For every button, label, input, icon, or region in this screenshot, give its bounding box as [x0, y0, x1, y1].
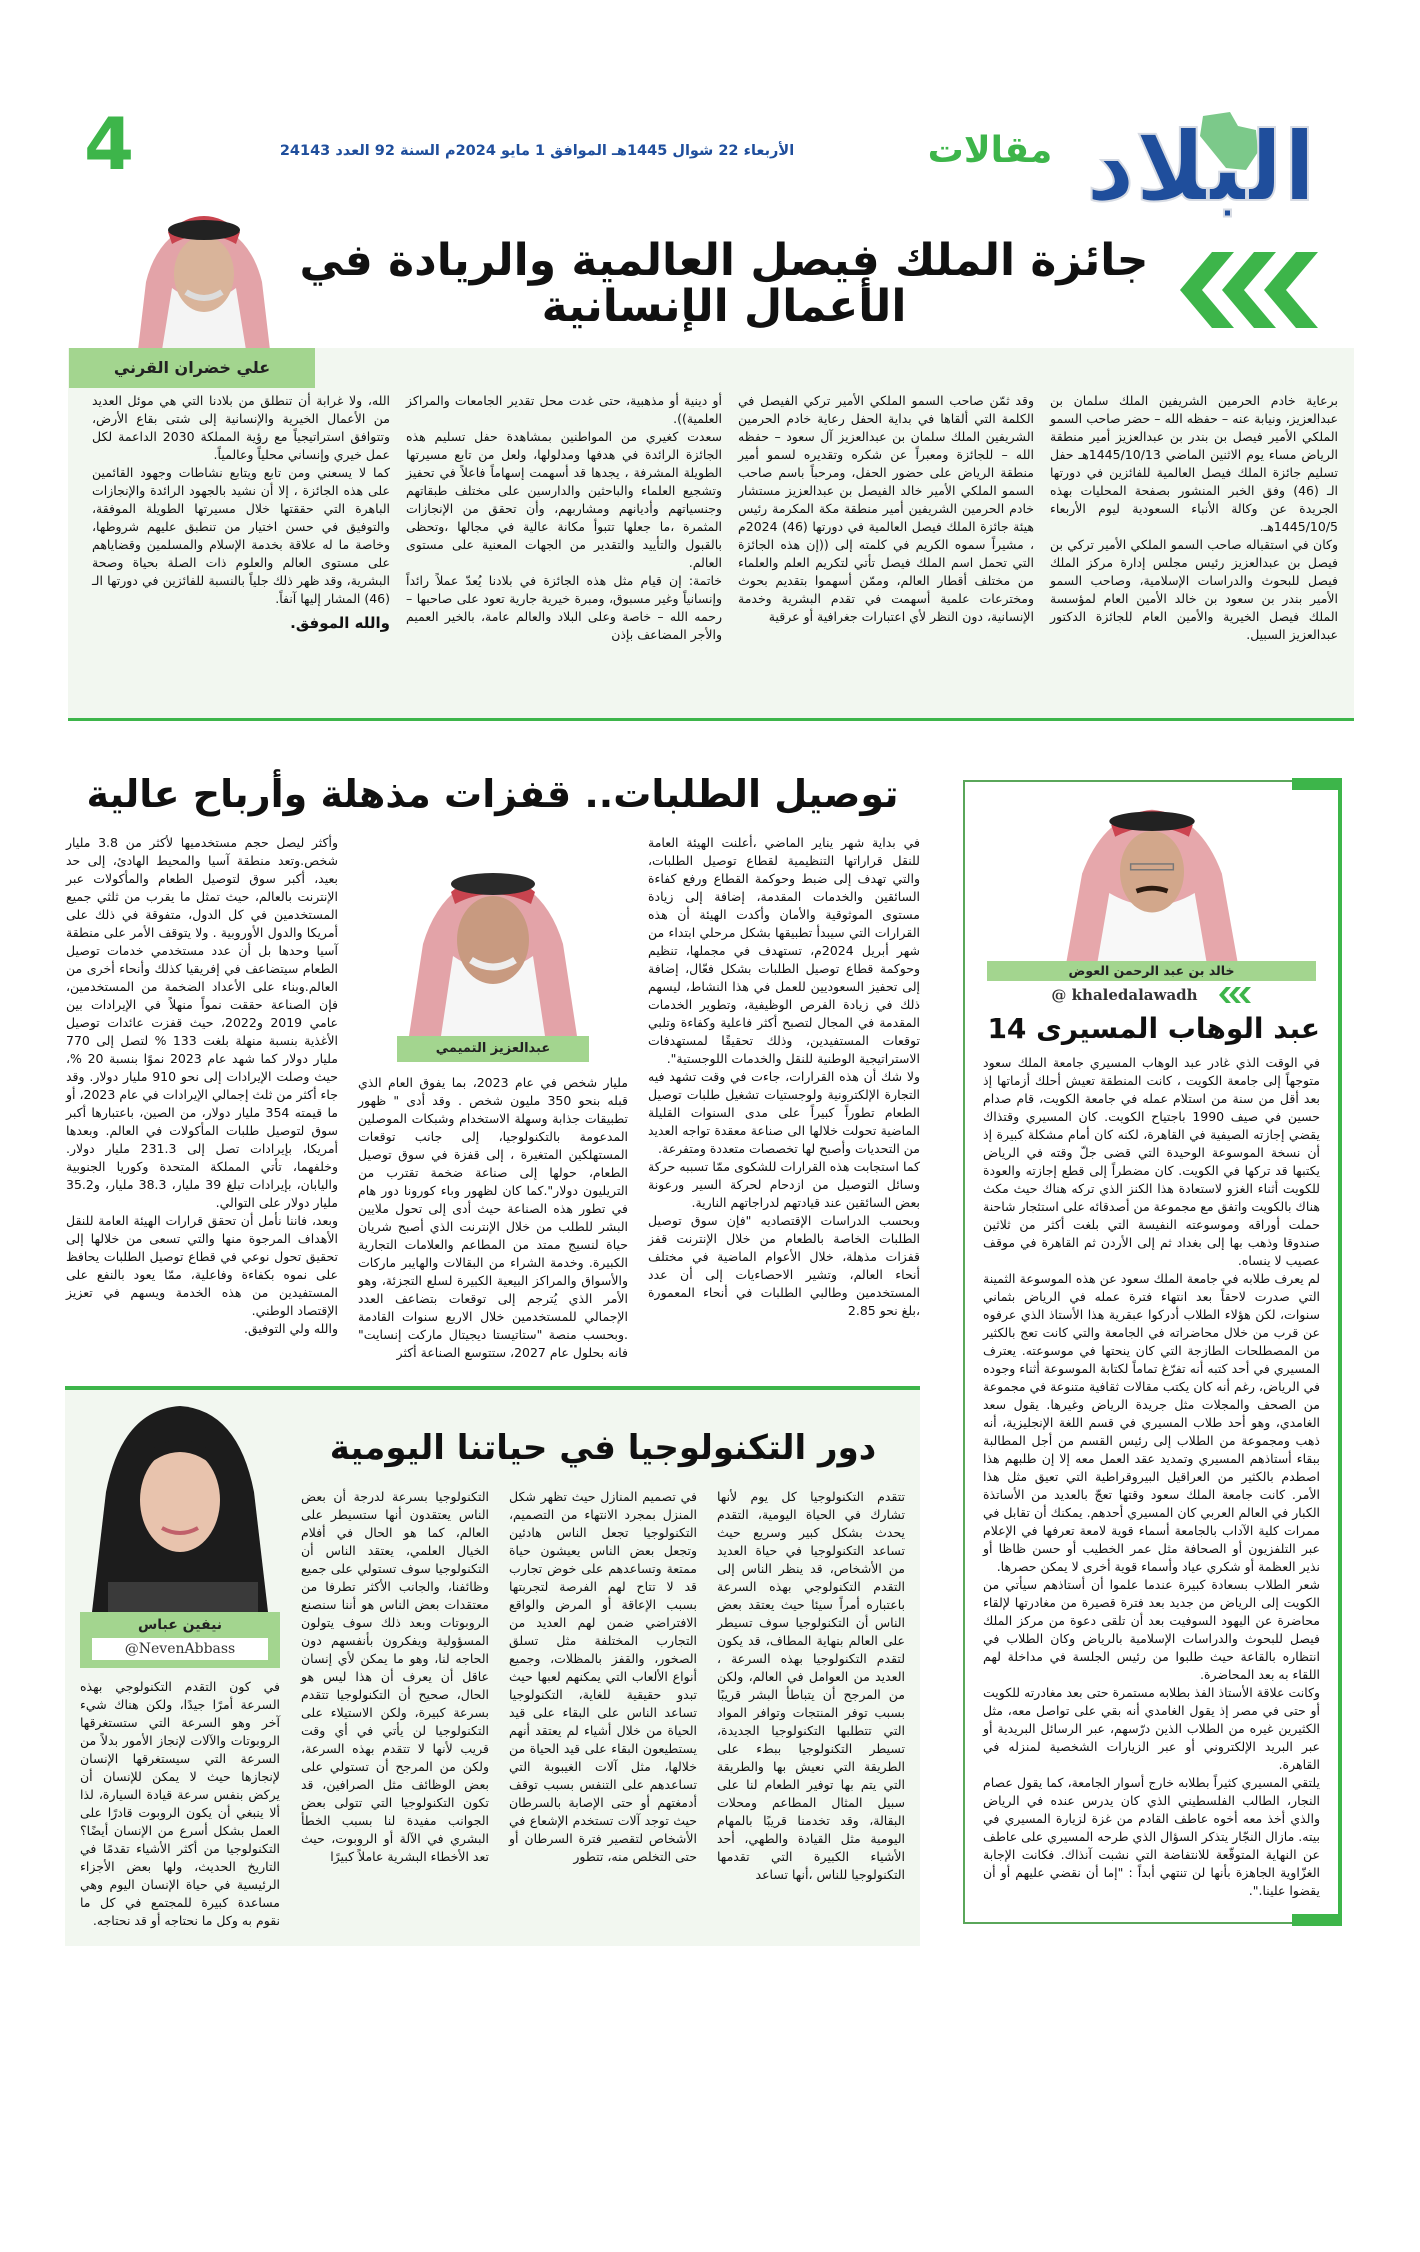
- author-photo: [82, 1402, 278, 1612]
- paragraph: في بداية شهر يناير الماضي ،أعلنت الهيئة العامة للنقل قراراتها التنظيمية لقطاع توصيل الطلبات، والتي تهدف إلى ضبط وحوكمة القطاع ورفع كفاءة السائقين والخدمات المقدمة، إضافة إلى زيادة مستوى الموثوقية والأمان وأكدت الهيئة أن هذه القرارات التي سيبدأ تطبيقها بشكل مرحلي ابتداء من شهر أبريل 2024م، تستهدف في مجملها، تنظيم وحوكمة قطاع توصيل الطلبات بشكل فعّال، إضافة إلى تحفيز السعوديين للعمل في هذا النشاط، ليسهم ذلك في زيادة الفرص الوظيفية، وتطوير الخدمات المقدمة في المجال لتصبح أكثر فاعلية وكفاءة وتلبي توقعات المستفيدين، وذلك تحقيقًا لمستهدفات الاستراتيجية الوطنية للنقل والخدمات اللوجستية".: [648, 834, 921, 1066]
- author-card: [80, 1612, 280, 1668]
- section-label: مقالات: [927, 130, 1053, 171]
- author-name: علي خضران القرني: [69, 348, 315, 388]
- paragraph: وبحسب الدراسات الإقتصاديه "فإن سوق توصيل الطلبات الخاصة بالطعام من خلال الإنترنت قفز قفزات مذهلة، خلال الأعوام الماضية في مختلف أنحاء العالم، وتشير الاحصاءيات إلى أن عدد المستخدمين وطالبي الطلبات في أنحاء المعمورة ،بلغ نحو 2.85: [648, 1212, 920, 1318]
- paragraph: كما استجابت هذه القرارات للشكوى ممّا تسببه حركة وسائل التوصيل من ازدحام لحركة السير ورعونة بعض السائقين عند قيادتهم لدراجاتهم النارية.: [648, 1158, 920, 1210]
- article4-columns: [301, 1488, 905, 1884]
- paragraph: سعدت كغيري من المواطنين بمشاهدة حفل تسليم هذه الجائزة الرائدة في هدفها ومدلولها، ولعل من تابع مسيرتها الطويلة المشرفة ، يجدها قد أسهمت إسهاماً فاعلاً في تحفيز وتشجيع العلماء والباحثين والدارسين على مختلف طبقاتهم وجنسياتهم وأديانهم ومشاربهم، وأن تحقق من الإنجازات المثمرة ،ما جعلها تتبوأ مكانة عالية في مجالها ،وتحظى بالقبول والتأييد والتقدير من الجهات المعنية على مستوى العالم.: [406, 429, 722, 570]
- article1-column-3: [406, 392, 722, 644]
- author-photo: [1052, 796, 1252, 961]
- article2-middle: [358, 834, 628, 1362]
- article2-column-3: [66, 834, 338, 1338]
- article4-column-3: [301, 1488, 489, 1866]
- author-name: نيفين عباس: [137, 1616, 223, 1633]
- main-left-stack: [65, 772, 920, 1946]
- article2: [65, 772, 920, 1362]
- paragraph: برعاية خادم الحرمين الشريفين الملك سلمان بن عبدالعزيز، ونيابة عنه – حفظه الله – حضر صاحب السمو الملكي الأمير فيصل بن بندر بن عبدالعزيز أمير منطقة الرياض مساء يوم الاثنين الماضي 1445/10/13هـ حفل تسليم جائزة الملك فيصل العالمية للفائزين في دورتها الـ (46) وفق الخبر المنشور بصفحة المحليات بهذه الجريدة عن وكالة الأنباء السعودية ليوم الأربعاء 1445/10/5هـ.: [1050, 393, 1338, 534]
- article2-columns: [65, 834, 920, 1362]
- paragraph: وكان في استقباله صاحب السمو الملكي الأمير تركي بن فيصل بن عبدالعزيز رئيس مجلس إدارة مركز الملك فيصل للبحوث والدراسات الإسلامية، وصاحب السمو الأمير بندر بن سعود بن خالد الأمين العام لمؤسسة الملك فيصل الخيرية والأمين العام للجائزة الدكتور عبدالعزيز السبيل.: [1050, 537, 1338, 642]
- paragraph: وأكثر ليصل حجم مستخدميها لأكثر من 3.8 مليار شخص.وتعد منطقة آسيا والمحيط الهادئ، إلى حد بعيد، أكبر سوق لتوصيل الطعام والمأكولات عبر الإنترنت بالعالم، حيث تمثل ما يقرب من ثلثي جميع المستخدمين في كل الدول، متفوقة في ذلك على أمريكا والدول الأوروبية . ولا يتوقف الأمر على منطقة آسيا وحدها بل أن عدد مستخدمي خدمات توصيل الطعام سيتضاعف في إفريقيا كذلك وأنحاء أخرى من العالم.وبناء على الأعداد الضخمة من المستخدمين، فإن الصناعة حققت نمواً منهلاً في الإيرادات بين عامي 2019 و2022، حيث قفزت عائدات توصيل الأغذية بنسبة منهلة بلغت 133 % لتصل إلى 770 مليار دولار كما شهد عام 2023 نموًا بنسبة 20 %، حيث وصلت الإيرادات إلى نحو 910 مليار دولار. وقد جاء أكثر من ثلث إجمالي الإيرادات في عام 2023، أو ما قيمته 354 مليار دولار، من الصين، باعتبارها أكبر سوق لتوصيل طلبات المأكولات في العالم. وبعدها أمريكا، بإيرادات تصل إلى 231.3 مليار دولار. وخلفهما، تأتي المملكة المتحدة وكوريا الجنوبية واليابان، بإيرادات تبلغ 39 مليار، 38.3 مليار، و35.2 مليار دولار على التوالي.: [66, 834, 339, 1210]
- article4-column-4: [80, 1678, 280, 1930]
- chevrons-icon: [1216, 987, 1252, 1003]
- article1-column-2: [738, 392, 1034, 626]
- article1-column-4: [92, 392, 390, 634]
- article4-column-1: [717, 1488, 905, 1884]
- author-photo: [401, 844, 586, 1036]
- paragraph: مليار شخص في عام 2023، بما يفوق العام الذي قبله بنحو 350 مليون شخص . وقد أدى " ظهور تطبيقات جذابة وسهلة الاستخدام وشبكات الموصلين المدعومة بالتكنولوجيا، إلى جانب توقعات المستهلكين المتغيرة ، إلى قفزة في سوق توصيل الطعام، حولها إلى صناعة ضخمة تقترب من التريليون دولار".كما كان لظهور وباء كورونا دور هام في تطور هذه الصناعة حيث أدى إلى تحول ملايين البشر للطلب من خلال الإنترنت الذي أصبح شريان حياة لنسيج ممتد من المطاعم والعلامات التجارية الكبيرة. وخدمة الشراء من البقالات والهايبر ماركات والأسواق والمراكز البيعية الكبيرة لسلع التجزئة، وهو الأمر الذي يُترجم إلى توقعات بتضاعف العدد الإجمالي للمستخدمين خلال الاربع سنوات القادمة .وبحسب منصة "ستاتيستا ديجيتال ماركت إنسايت" فانه بحلول عام 2027، ستتوسع الصناعة أكثر: [358, 1074, 628, 1360]
- article4-side: [80, 1402, 280, 1930]
- paragraph: وبعد، فاننا نأمل أن تحقق قرارات الهيئة العامة للنقل الأهداف المرجوة منها والتي تسعى من خلالها إلى تحقيق تحول نوعي في قطاع توصيل الطلبات يحافظ على نموه بكفاءة وفاعلية، ممّا يعود بالنفع على المستفيدين من هذه الخدمة ويسهم في تعزيز الإقتصاد الوطني.: [66, 1212, 338, 1318]
- author-name: خالد بن عبد الرحمن العوض: [987, 961, 1316, 981]
- chevrons-icon: [1172, 252, 1322, 328]
- article4-title: دور التكنولوجيا في حياتنا اليومية: [329, 1427, 877, 1468]
- article1-title: جائزة الملك فيصل العالمية والريادة في الأعمال الإنسانية: [299, 235, 1149, 333]
- svg-text:البلاد: البلاد: [1085, 111, 1316, 223]
- paragraph: ولا شك أن هذه القرارات، جاءت في وقت تشهد فيه التجارة الإلكترونية ولوجستيات تشغيل طلبات توصيل الطعام تطوراً كبيراً على مدى السنوات القليلة الماضية تحولت خلالها الى صناعة معقدة تواجه العديد من التحديات وأصبح لها تخصصات متعددة ومتفرعة.: [648, 1068, 920, 1156]
- paragraph: وقد ثمّن صاحب السمو الملكي الأمير تركي الفيصل في الكلمة التي ألقاها في بداية الحفل رعاية خادم الحرمين الشريفين الملك سلمان بن عبدالعزيز آل سعود – حفظه الله – للجائزة ومعبراً عن شكره وتقديره لسمو أمير منطقة الرياض على حضور الحفل، ومرحباً باسم صاحب السمو الملكي الأمير خالد الفيصل بن عبدالعزيز مستشار خادم الحرمين الشريفين أمير منطقة مكة المكرمة رئيس هيئة جائزة الملك فيصل العالمية في دورتها (46) 2024م ، مشيراً سموه الكريم في كلمته إلى ((إن هذه الجائزة التي تحمل اسم الملك فيصل تأتي لتكريم العلم والعلماء من مختلف أقطار العالم، وممّن أسهموا بتقديم بحوث ومخترعات علمية أسهمت في تقدم البشرية وخدمة الإنسانية، دون النظر لأي اعتبارات جغرافية أو عرقية: [738, 393, 1034, 624]
- paragraph: التكنولوجيا بسرعة لدرجة أن بعض الناس يعتقدون أنها ستسيطر على العالم، كما هو الحال في أفلام الخيال العلمي، يعتقد الناس أن التكنولوجيا سوف تستولي على جميع وظائفنا، والجانب الأكثر تطرفا من معتقدات بعض الناس هو أننا سنصنع الروبوتات وبعد ذلك سوف يتولون المسؤولية ويفكرون بأنفسهم دون الحاجه لنا، وهو ما يمكن لأي إنسان عاقل أن يعرف أن هذا ليس هو الحال، صحيح أن التكنولوجيا تتقدم بسرعة كبيرة، ولكن الاستيلاء على التكنولوجيا لن يأتي في أي وقت قريب لأنها لا تتقدم بهذه السرعة، ولكن من المرجح أن تستولي على بعض الوظائف مثل الصرافين، قد تكون التكنولوجيا التي تتولى بعض الجوانب مفيدة لنا بسبب الخطأ البشري في الآلة أو الروبوت، حيث تعد الأخطاء البشرية عاملاً كبيرًا: [301, 1489, 489, 1865]
- paragraph: في تصميم المنازل حيث تظهر شكل المنزل بمجرد الانتهاء من التصميم، التكنولوجيا تجعل الناس هادئين وتجعل بعض الناس يعيشون حياة ممتعة وتساعدهم على خوض تجارب قد لا تتاح لهم الفرصة لتجربتها بسبب الإعاقة أو المرض والواقع الافتراضي ضمن لهم العديد من التجارب المختلفة مثل تسلق الصخور، والقفز بالمظلات، وجميع أنواع الألعاب التي يمكنهم لعبها حيث تبدو حقيقية للغاية، التكنولوجيا تساعد الناس على البقاء على قيد الحياة من خلال أشياء لم يعتقد أنهم يستطيعون البقاء على قيد الحياة من خلالها، مثل آلات الغيبوبة التي تساعدهم على التنفس بسبب توقف أدمغتهم أو حتى الإصابة بالسرطان حيث توجد آلات تستخدم الإشعاع في الأشخاص لتقصير فترة السرطان أو حتى التخلص منه، تتطور: [509, 1489, 697, 1865]
- paragraph: يلتقي المسيري كثيراً بطلابه خارج أسوار الجامعة، كما يقول عصام النجار، الطالب الفلسطيني الذي كان يدرس عنده في الرياض والذي أخذ معه أخوه عاطف القادم من غزة لزيارة المسيري في بيته. مازال النجّار يتذكر السؤال الذي طرحه المسيري على عاطف عن النهاية المتوقّعة للانتفاضة التي نشبت آنذاك. فكانت الإجابة الغزّاوية الجاهزة بأنها لن تنتهي أبداً : "إما أن نقضي عليهم أو أن يقضوا علينا.".: [983, 1775, 1320, 1898]
- article2-column-2: [358, 1074, 628, 1362]
- paragraph: وكانت علاقة الأستاذ الفذ بطلابه مستمرة حتى بعد مغادرته للكويت أو حتى في مصر إذ يقول الغامدي أنه بقي على تواصل معه، مثل الكثيرين غيره من الطلاب الذين درّسهم، عبر الرسائل البريدية أو عبر البريد الإلكتروني أو عبر الزيارات الشخصية لمنزله في القاهرة.: [983, 1685, 1320, 1772]
- author-name: عبدالعزيز التميمي: [397, 1036, 589, 1062]
- sidebar-body: [983, 1054, 1320, 1900]
- paragraph: لم يعرف طلابه في جامعة الملك سعود عن هذه الموسوعة الثمينة التي صدرت لاحقاً بعد انتهاء فترة عمله في الرياض بثماني سنوات، لكن هؤلاء الطلاب أدركوا عبقرية هذا الأستاذ الذي عرفوه عن قرب من خلال محاضراته في الجامعة والتي كانت تعج بالكثير من المصطلحات الطازجة التي كان ينحتها في موسوعته. يعترف المسيري في أحد كتبه أنه تفرّغ تماماً لكتابة الموسوعة أثناء وجوده في الرياض، رغم أنه كان يكتب مقالات ثقافية متنوعة في مجموعة من الصحف والمجلات مثل جريدة الرياض وغيرها. يقول سعد الغامدي، وهو أحد طلاب المسيري في قسم اللغة الإنجليزية، أنه ذهب ومجموعة من الطلاب إلى رئيس القسم من أجل المطالبة ببقاء أستاذهم المسيري وتمديد عقد العمل معه إلا إن طلبهم هذا اصطدم بالكثير من العراقيل البيروقراطية التي تعيق مثل هذا الأمر. كانت جامعة الملك سعود وقتها تعجّ بالعديد من الأساتذة الكبار في العالم العربي كان المسيري أحدهم. يمكنك أن تقابل في ممرات كلية الآداب بالجامعة أسماء قوية لامعة تعرفها في الإعلام عبر التلفزيون أو الصحافة مثل عمر الخطيب أو حسن ظاظا أو نذير العظمة أو شكري عياد وأسماء قوية أخرى لا يمكن حصرها.: [983, 1271, 1320, 1574]
- article4-column-2: [509, 1488, 697, 1866]
- paragraph: في الوقت الذي غادر عبد الوهاب المسيري جامعة الملك سعود متوجهاً إلى جامعة الكويت ، كانت المنطقة تعيش أحلك أزماتها إذ بعد أقل من سنة من استلام عمله في جامعة الكويت، قام صدام حسين في صيف 1990 باجتياح الكويت. كان المسيري وقتذاك يقضي إجازته الصيفية في القاهرة، لكنه كان أمام مشكلة كبيرة إذ أن نسخة الموسوعة الوحيدة التي قضى جلّ وقته في الرياض يكتبها قد تركها في الكويت. كان مضطراً إلى قطع إجازته والعودة للكويت أثناء الغزو لاستعادة هذا الكنز الذي تركه هناك حيث مكث هناك بالكويت واتفق مع مجموعة من أصدقائه على استئجار شاحنة حملت أوراقه وموسوعته النفيسة التي بلغت أكثر من ثلاثين صندوقا وذهب بها إلى بغداد ثم إلى الأردن ثم القاهرة في موقف عصيب لا ينساه.: [983, 1055, 1321, 1268]
- twitter-handle-row: [983, 981, 1320, 1009]
- twitter-handle: @NevenAbbass: [92, 1638, 268, 1660]
- paragraph: خاتمة: إن قيام مثل هذه الجائزة في بلادنا يُعدّ عملاً رائداً وإنسانياً وغير مسبوق، ومبرة خيرية جارية تعود على صاحبها – رحمه الله – خاصة وعلى البلاد والعالم عامة، بالخير العميم والأجر المضاعف بإذن: [406, 573, 722, 642]
- paragraph: الله، ولا غرابة أن تنطلق من بلادنا التي هي موئل العديد من الأعمال الخيرية والإنسانية إلى شتى بقاع الأرض، وتتوافق استراتيجياً مع رؤية المملكة 2030 الداعمة لكل عمل خيري وإنساني محلياً وعالمياً.: [92, 393, 391, 462]
- closing-line: والله الموفق.: [290, 614, 390, 632]
- paragraph: تتقدم التكنولوجيا كل يوم لأنها تشارك في الحياة اليومية، التقدم يحدث بشكل كبير وسريع حيث تساعد التكنولوجيا في حياة العديد من الأشخاص، قد ينظر الناس إلى التقدم التكنولوجي بهذه السرعة باعتباره أمراً سيئا حيث يعتقد بعض الناس أن التكنولوجيا سوف تسيطر على العالم بنهاية المطاف، قد يكون لتقدم التكنولوجيا بهذه السرعة ، العديد من العوامل في العالم، ولكن من المرجح أن يتباطأ البشر قريبًا بسبب توفر المنتجات وتوافر المواد التي تتطلبها التكنولوجيا الجديدة، تسيطر التكنولوجيا ببطء على الطريقة التي نعيش بها والطريقة التي يتم بها توفير الطعام لنا على سبيل المثال المطاعم ومحلات البقالة، وقد تخدمنا قريبًا بالمهام اليومية مثل القيادة والطهي، أحد الأشياء الكبيرة التي تقدمها التكنولوجيا للناس ،أنها تساعد: [717, 1489, 905, 1883]
- sidebar-corner-accent: [1292, 778, 1342, 790]
- paragraph: في كون التقدم التكنولوجي بهذه السرعة أمرًا جيدًا، ولكن هناك شيء آخر وهو السرعة التي ستستغرقها الروبوتات والآلات لإنجاز الأمور بدلاً من السرعة التي سيستغرقها الإنسان لإنجازها حيث لا يمكن للإنسان أن يركض بنفس سرعة قيادة السيارة، لذا ألا ينبغي أن يكون الروبوت قادرًا على العمل بشكل أسرع من الإنسان أيضًا؟ التكنولوجيا من أكثر الأشياء تقدمًا في التاريخ الحديث، ولها بعض الأجزاء الرئيسية في حياة الإنسان اليوم وهي مساعدة كبيرة للمجتمع في كل ما نقوم به وكل ما نحتاجه أو قد نحتاجه.: [80, 1678, 280, 1928]
- masthead: [0, 0, 1340, 223]
- article2-column-1: [648, 834, 920, 1320]
- article1-body: [68, 348, 1354, 721]
- dateline: الأربعاء 22 شوال 1445هـ الموافق 1 مايو 2024م السنة 92 العدد 24143: [279, 143, 795, 159]
- sidebar-title: عبد الوهاب المسيرى 14: [987, 1012, 1320, 1045]
- sidebar-frame: [963, 780, 1342, 1924]
- newspaper-logo: [1085, 111, 1318, 223]
- paragraph: أو دينية أو مذهبية، حتى غدت محل تقدير الجامعات والمراكز العلمية)).: [406, 393, 722, 426]
- twitter-handle: @ khaledalawadh: [1051, 986, 1198, 1004]
- article4-main: [301, 1402, 905, 1885]
- author-photo: [128, 192, 280, 350]
- page-number: 4: [84, 102, 135, 186]
- article1-column-1: [1050, 392, 1338, 644]
- paragraph: شعر الطلاب بسعادة كبيرة عندما علموا أن أستاذهم سيأتي من الكويت إلى الرياض من جديد بعد فترة قصيرة من مغادرتها لإلقاء محاضرة عن اليهود السوفيت بعد أن تلقى دعوة من مركز الملك فيصل للبحوث والدراسات الإسلامية بالرياض وكان الطلاب في انتظاره بالقاعة حيث طلبوا من رئيس الجلسة في مداخلة لهم اللقاء به بعد المحاضرة.: [983, 1577, 1320, 1682]
- sidebar-bottom-accent: [1292, 1914, 1342, 1926]
- paragraph: والله ولي التوفيق.: [243, 1320, 338, 1336]
- article4: [65, 1390, 920, 1946]
- paragraph: كما لا يسعني ومن تابع ويتابع نشاطات وجهود القائمين على هذه الجائزة ، إلا أن نشيد بالجهود الرائدة والإنجازات الباهرة التي حققتها خلال مسيرتها الطويلة الموفقة، والتوفيق في حسن اختيار من تنطبق عليهم شروطها، وخاصة ما له علاقة بخدمة الإسلام والمسلمين وقضاياهم على مستوى العالم والعلوم ذات الصلة بحياة وصحة البشرية، وقد ظهر ذلك جلياً بالنسبة للفائزين في دورتها الـ (46) المشار إليها آنفاً.: [92, 465, 390, 606]
- article2-title: توصيل الطلبات.. قفزات مذهلة وأرباح عالية: [86, 772, 899, 816]
